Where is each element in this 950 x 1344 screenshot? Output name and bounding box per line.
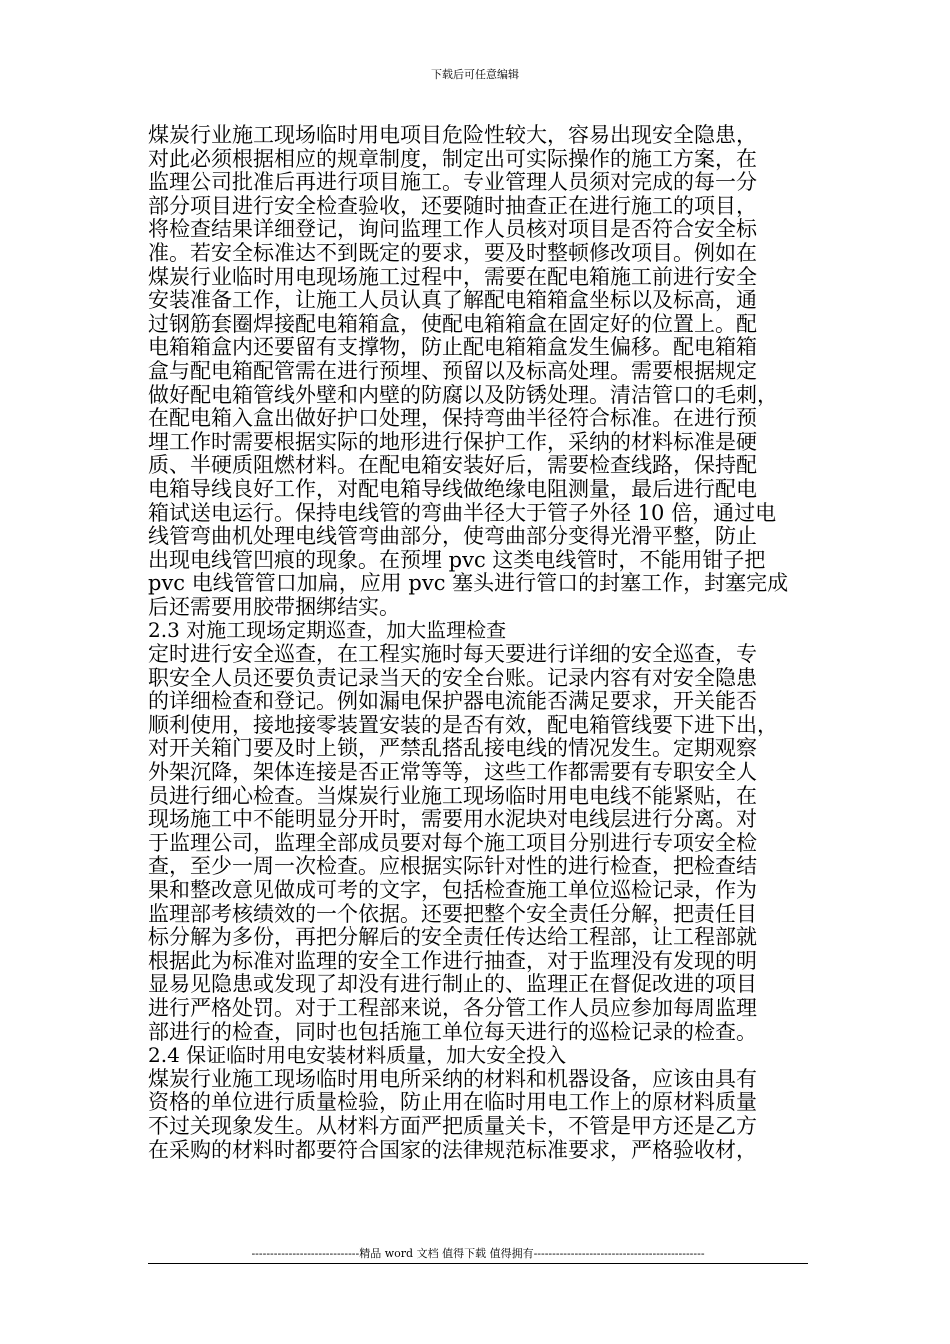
body-text-line: 资格的单位进行质量检验，防止用在临时用电工作上的原材料质量 [148,1090,757,1115]
body-text-line: 安装准备工作，让施工人员认真了解配电箱箱盒坐标以及标高，通 [148,288,757,313]
body-text-line: 根据此为标准对监理的安全工作进行抽查，对于监理没有发现的明 [148,948,757,973]
body-text-line: 外架沉降，架体连接是否正常等等，这些工作都需要有专职安全人 [148,760,757,785]
body-text-line: 对开关箱门要及时上锁，严禁乱搭乱接电线的情况发生。定期观察 [148,736,757,761]
body-text-line: 在配电箱入盒出做好护口处理，保持弯曲半径符合标准。在进行预 [148,406,757,431]
body-text-line: 盒与配电箱配管需在进行预埋、预留以及标高处理。需要根据规定 [148,358,757,383]
body-text-line: 显易见隐患或发现了却没有进行制止的、监理正在督促改进的项目 [148,972,757,997]
body-text-line: 做好配电箱管线外壁和内壁的防腐以及防锈处理。清洁管口的毛刺， [148,382,778,407]
body-text-line: 煤炭行业施工现场临时用电所采纳的材料和机器设备，应该由具有 [148,1066,757,1091]
footer-divider [148,1263,808,1264]
section-heading: 2.3 对施工现场定期巡查，加大监理检查 [148,618,507,643]
body-text-line: 电箱导线良好工作，对配电箱导线做绝缘电阻测量，最后进行配电 [148,476,757,501]
body-text-line: 果和整改意见做成可考的文字，包括检查施工单位巡检记录，作为 [148,878,757,902]
body-text-line: 不过关现象发生。从材料方面严把质量关卡，不管是甲方还是乙方 [148,1113,757,1138]
body-text-line: 过钢筋套圈焊接配电箱箱盒，使配电箱箱盒在固定好的位置上。配 [148,311,757,336]
body-text-line: 埋工作时需要根据实际的地形进行保护工作，采纳的材料标准是硬 [148,429,757,454]
body-text-line: 标分解为多份，再把分解后的安全责任传达给工程部，让工程部就 [148,925,757,950]
body-text-line: 员进行细心检查。当煤炭行业施工现场临时用电电线不能紧贴，在 [148,783,757,808]
body-text-line: 职安全人员还要负责记录当天的安全台账。记录内容有对安全隐患 [148,665,757,690]
page-footer: -----------------------------精品 word 文档 值得下载 值得拥有---------------------------------------------- [251,1247,705,1260]
body-text-line: 对此必须根据相应的规章制度，制定出可实际操作的施工方案，在 [148,146,757,171]
body-text-line: 准。若安全标准达不到既定的要求，要及时整顿修改项目。例如在 [148,240,757,265]
body-text-line: 现场施工中不能明显分开时，需要用水泥块对电线层进行分离。对 [148,807,757,832]
body-text-line: 监理公司批准后再进行项目施工。专业管理人员须对完成的每一分 [148,170,757,195]
body-text-line: pvc 电线管管口加扁，应用 pvc 塞头进行管口的封塞工作，封塞完成 [148,571,789,596]
body-text-line: 顺利使用，接地接零装置安装的是否有效，配电箱管线要下进下出， [148,712,778,737]
body-text-line: 电箱箱盒内还要留有支撑物，防止配电箱箱盒发生偏移。配电箱箱 [148,335,757,360]
body-text-line: 监理部考核绩效的一个依据。还要把整个安全责任分解，把责任目 [148,901,757,926]
body-text-line: 的详细检查和登记。例如漏电保护器电流能否满足要求，开关能否 [148,689,757,714]
body-text-line: 进行严格处罚。对于工程部来说，各分管工作人员应参加每周监理 [148,995,757,1020]
body-text-line: 部分项目进行安全检查验收，还要随时抽查正在进行施工的项目， [148,193,757,218]
body-text-line: 在采购的材料时都要符合国家的法律规范标准要求，严格验收材， [148,1137,757,1162]
body-text-line: 线管弯曲机处理电线管弯曲部分，使弯曲部分变得光滑平整，防止 [148,524,757,549]
body-text-line: 部进行的检查，同时也包括施工单位每天进行的巡检记录的检查。 [148,1019,757,1044]
body-text-line: 于监理公司，监理全部成员要对每个施工项目分别进行专项安全检 [148,830,757,855]
page-header: 下载后可任意编辑 [431,68,519,81]
body-text-line: 将检查结果详细登记，询问监理工作人员核对项目是否符合安全标 [148,217,757,242]
body-text-line: 煤炭行业临时用电现场施工过程中，需要在配电箱施工前进行安全 [148,264,757,289]
body-text-line: 箱试送电运行。保持电线管的弯曲半径大于管子外径 10 倍，通过电 [148,500,777,525]
document-body [148,124,813,1162]
section-heading: 2.4 保证临时用电安装材料质量，加大安全投入 [148,1043,567,1068]
body-text-line: 后还需要用胶带捆绑结实。 [148,594,400,619]
body-text-line: 煤炭行业施工现场临时用电项目危险性较大，容易出现安全隐患， [148,123,757,147]
body-text-line: 质、半硬质阻燃材料。在配电箱安装好后，需要检查线路，保持配 [148,453,757,478]
body-text-line: 出现电线管凹痕的现象。在预埋 pvc 这类电线管时，不能用钳子把 [148,547,766,572]
body-text-line: 查，至少一周一次检查。应根据实际针对性的进行检查，把检查结 [148,854,757,879]
body-text-line: 定时进行安全巡查，在工程实施时每天要进行详细的安全巡查，专 [148,642,757,667]
